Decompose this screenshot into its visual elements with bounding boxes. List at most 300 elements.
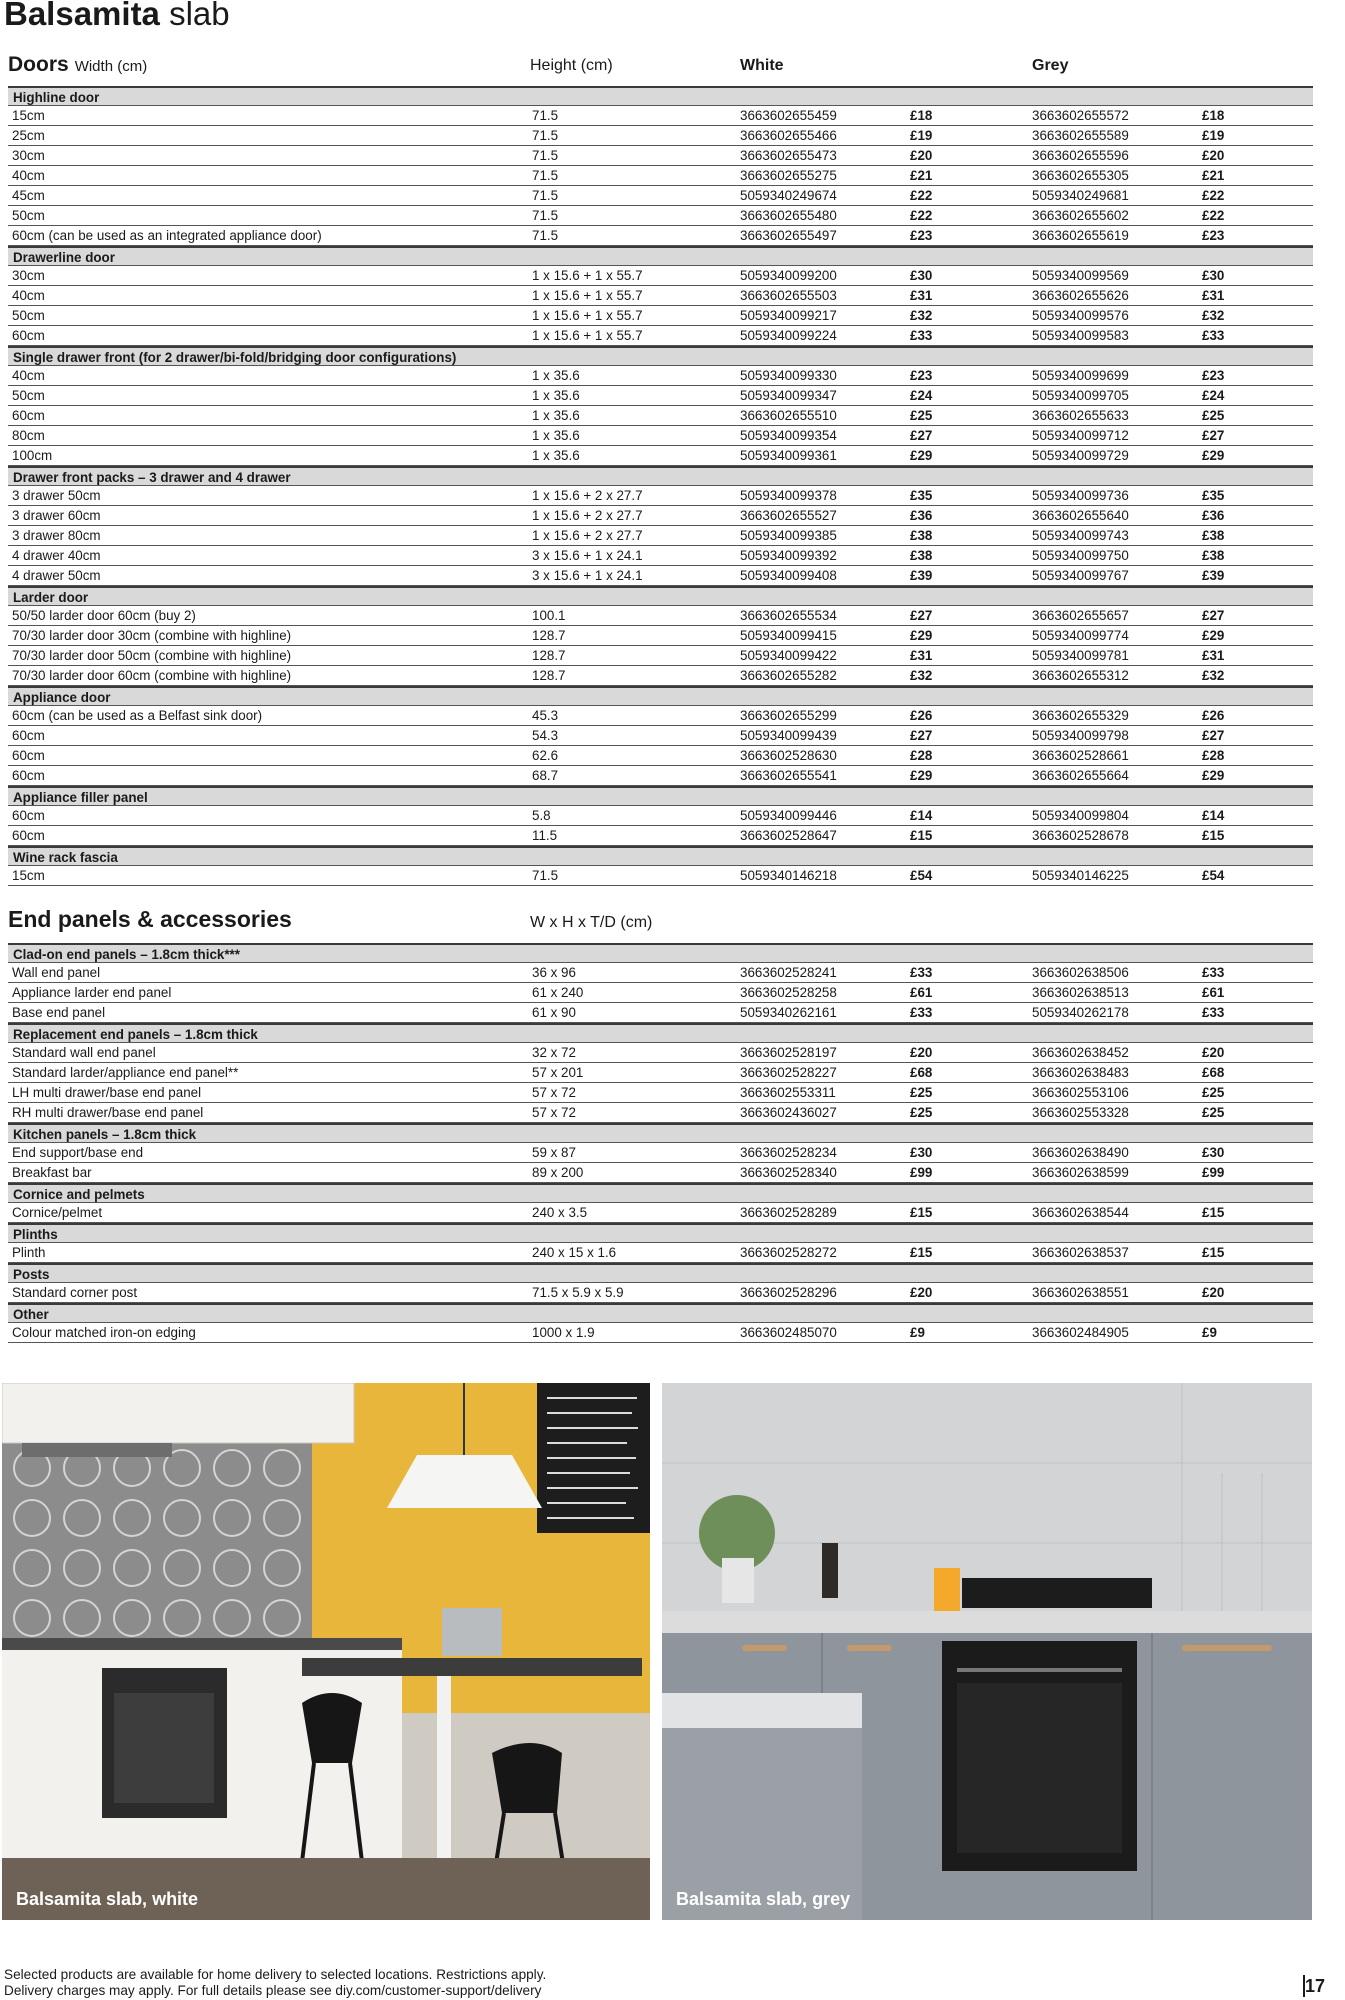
product-dimensions: 240 x 3.5 bbox=[532, 1205, 588, 1220]
white-product-code: 5059340262161 bbox=[740, 1005, 837, 1020]
white-product-code: 5059340146218 bbox=[740, 868, 837, 883]
dims-column-label: W x H x T/D (cm) bbox=[530, 914, 653, 931]
white-product-code: 5059340099408 bbox=[740, 568, 837, 583]
table-row bbox=[8, 386, 1313, 406]
product-dimensions: 71.5 x 5.9 x 5.9 bbox=[532, 1285, 624, 1300]
white-product-code: 3663602528258 bbox=[740, 985, 837, 1000]
grey-price: £31 bbox=[1202, 648, 1225, 663]
grey-price: £33 bbox=[1202, 965, 1225, 980]
product-name: 60cm bbox=[12, 808, 45, 823]
grey-product-code: 3663602553328 bbox=[1032, 1105, 1129, 1120]
product-name: 30cm bbox=[12, 148, 45, 163]
white-product-code: 3663602528289 bbox=[740, 1205, 837, 1220]
table-row bbox=[8, 326, 1313, 346]
grey-product-code: 3663602528661 bbox=[1032, 748, 1129, 763]
grey-price: £14 bbox=[1202, 808, 1225, 823]
product-dimensions: 68.7 bbox=[532, 768, 559, 783]
product-dimensions: 5.8 bbox=[532, 808, 551, 823]
grey-product-code: 3663602484905 bbox=[1032, 1325, 1129, 1340]
grey-price: £19 bbox=[1202, 128, 1225, 143]
product-name: 60cm bbox=[12, 828, 45, 843]
section-header bbox=[8, 686, 1313, 706]
grey-price: £27 bbox=[1202, 428, 1225, 443]
white-price: £22 bbox=[910, 188, 933, 203]
product-dimensions: 11.5 bbox=[532, 828, 558, 843]
white-price: £28 bbox=[910, 748, 933, 763]
product-dimensions: 71.5 bbox=[532, 108, 559, 123]
product-dimensions: 71.5 bbox=[532, 188, 559, 203]
table-row bbox=[8, 146, 1313, 166]
kitchen-white-illustration bbox=[2, 1383, 650, 1920]
white-price: £25 bbox=[910, 1085, 933, 1100]
grey-price: £31 bbox=[1202, 288, 1225, 303]
grey-product-code: 3663602638506 bbox=[1032, 965, 1129, 980]
section-title: Drawer front packs – 3 drawer and 4 drawer bbox=[13, 470, 291, 485]
white-price: £54 bbox=[910, 868, 933, 883]
grey-product-code: 5059340099583 bbox=[1032, 328, 1129, 343]
grey-price: £25 bbox=[1202, 408, 1225, 423]
white-price: £39 bbox=[910, 568, 933, 583]
grey-price: £99 bbox=[1202, 1165, 1225, 1180]
white-price: £33 bbox=[910, 1005, 933, 1020]
panels-table bbox=[8, 943, 1313, 1343]
white-product-code: 3663602655282 bbox=[740, 668, 837, 683]
white-price: £23 bbox=[910, 368, 933, 383]
white-price: £15 bbox=[910, 1205, 933, 1220]
product-dimensions: 100.1 bbox=[532, 608, 566, 623]
product-name: Standard larder/appliance end panel** bbox=[12, 1065, 239, 1080]
grey-price: £27 bbox=[1202, 728, 1225, 743]
grey-product-code: 3663602638483 bbox=[1032, 1065, 1129, 1080]
footer-line-1: Selected products are available for home delivery to selected locations. Restrictions apply. bbox=[4, 1967, 547, 1982]
product-dimensions: 1 x 35.6 bbox=[532, 448, 580, 463]
footer-line-2: Delivery charges may apply. For full details please see diy.com/customer-support/delivery bbox=[4, 1983, 542, 1998]
white-product-code: 5059340099439 bbox=[740, 728, 837, 743]
grey-price: £23 bbox=[1202, 368, 1225, 383]
table-row bbox=[8, 366, 1313, 386]
section-header bbox=[8, 466, 1313, 486]
white-price: £15 bbox=[910, 1245, 933, 1260]
grey-worktop bbox=[662, 1611, 1312, 1633]
section-header bbox=[8, 1183, 1313, 1203]
laptop bbox=[442, 1608, 502, 1656]
product-dimensions: 71.5 bbox=[532, 128, 559, 143]
grey-price: £30 bbox=[1202, 268, 1225, 283]
section-header bbox=[8, 1303, 1313, 1323]
table-row bbox=[8, 166, 1313, 186]
section-header bbox=[8, 586, 1313, 606]
grey-product-code: 3663602655329 bbox=[1032, 708, 1129, 723]
white-price: £31 bbox=[910, 288, 933, 303]
product-name: 15cm bbox=[12, 868, 45, 883]
product-dimensions: 54.3 bbox=[532, 728, 559, 743]
table-row bbox=[8, 666, 1313, 686]
product-name: End support/base end bbox=[12, 1145, 144, 1160]
table-row bbox=[8, 1043, 1313, 1063]
product-dimensions: 71.5 bbox=[532, 148, 559, 163]
table-row bbox=[8, 486, 1313, 506]
table-row bbox=[8, 226, 1313, 246]
product-dimensions: 1 x 15.6 + 2 x 27.7 bbox=[532, 488, 643, 503]
product-name: 50cm bbox=[12, 208, 45, 223]
white-product-code: 3663602436027 bbox=[740, 1105, 837, 1120]
product-dimensions: 59 x 87 bbox=[532, 1145, 576, 1160]
product-dimensions: 1 x 15.6 + 2 x 27.7 bbox=[532, 528, 643, 543]
section-title: Clad-on end panels – 1.8cm thick*** bbox=[13, 947, 240, 962]
white-price: £9 bbox=[910, 1325, 925, 1340]
grey-product-code: 3663602638599 bbox=[1032, 1165, 1129, 1180]
white-product-code: 3663602655466 bbox=[740, 128, 837, 143]
product-name: 3 drawer 80cm bbox=[12, 528, 101, 543]
white-price: £22 bbox=[910, 208, 933, 223]
table-row bbox=[8, 546, 1313, 566]
footer-note bbox=[4, 1967, 546, 1999]
grey-product-code: 3663602638551 bbox=[1032, 1285, 1129, 1300]
grey-product-code: 5059340099729 bbox=[1032, 448, 1129, 463]
product-dimensions: 1 x 35.6 bbox=[532, 428, 580, 443]
section-title: Cornice and pelmets bbox=[13, 1187, 145, 1202]
table-row bbox=[8, 446, 1313, 466]
table-row bbox=[8, 266, 1313, 286]
white-product-code: 3663602655510 bbox=[740, 408, 837, 423]
grey-product-code: 3663602655602 bbox=[1032, 208, 1129, 223]
section-header bbox=[8, 1123, 1313, 1143]
product-name: 40cm bbox=[12, 288, 45, 303]
doors-heading-text: Doors bbox=[8, 53, 69, 76]
white-price: £36 bbox=[910, 508, 933, 523]
white-product-code: 3663602655527 bbox=[740, 508, 837, 523]
white-product-code: 3663602528296 bbox=[740, 1285, 837, 1300]
grey-product-code: 3663602655619 bbox=[1032, 228, 1129, 243]
panels-heading: End panels & accessories bbox=[8, 906, 292, 932]
product-name: Breakfast bar bbox=[12, 1165, 92, 1180]
page-number: 17 bbox=[1305, 1976, 1326, 1996]
table-row bbox=[8, 806, 1313, 826]
grey-price: £36 bbox=[1202, 508, 1225, 523]
white-price: £26 bbox=[910, 708, 933, 723]
white-price: £38 bbox=[910, 528, 933, 543]
table-row bbox=[8, 1143, 1313, 1163]
white-price: £23 bbox=[910, 228, 933, 243]
grey-product-code: 5059340099699 bbox=[1032, 368, 1129, 383]
grey-product-code: 5059340146225 bbox=[1032, 868, 1129, 883]
white-product-code: 3663602655480 bbox=[740, 208, 837, 223]
white-price: £30 bbox=[910, 268, 933, 283]
white-product-code: 3663602528241 bbox=[740, 965, 837, 980]
white-product-code: 5059340249674 bbox=[740, 188, 837, 203]
grey-product-code: 3663602655305 bbox=[1032, 168, 1129, 183]
product-dimensions: 1 x 35.6 bbox=[532, 368, 580, 383]
product-name: 60cm bbox=[12, 768, 45, 783]
section-header bbox=[8, 86, 1313, 106]
product-dimensions: 128.7 bbox=[532, 628, 566, 643]
grey-product-code: 3663602638544 bbox=[1032, 1205, 1129, 1220]
grey-product-code: 5059340099569 bbox=[1032, 268, 1129, 283]
white-price: £19 bbox=[910, 128, 933, 143]
white-price: £20 bbox=[910, 148, 933, 163]
grey-product-code: 3663602655596 bbox=[1032, 148, 1129, 163]
white-product-code: 3663602655459 bbox=[740, 108, 837, 123]
table-row bbox=[8, 766, 1313, 786]
white-product-code: 5059340099361 bbox=[740, 448, 837, 463]
white-product-code: 3663602655299 bbox=[740, 708, 837, 723]
white-price: £29 bbox=[910, 448, 933, 463]
grey-product-code: 3663602655633 bbox=[1032, 408, 1129, 423]
white-product-code: 5059340099392 bbox=[740, 548, 837, 563]
section-title: Plinths bbox=[13, 1227, 58, 1242]
grey-product-code: 5059340099576 bbox=[1032, 308, 1129, 323]
section-title: Replacement end panels – 1.8cm thick bbox=[13, 1027, 258, 1042]
grey-price: £24 bbox=[1202, 388, 1225, 403]
grey-price: £25 bbox=[1202, 1105, 1225, 1120]
product-name: 3 drawer 50cm bbox=[12, 488, 101, 503]
section-title: Posts bbox=[13, 1267, 50, 1282]
worktop bbox=[2, 1638, 402, 1650]
title-light: slab bbox=[169, 0, 230, 32]
product-name: 60cm bbox=[12, 748, 45, 763]
grey-price: £61 bbox=[1202, 985, 1225, 1000]
grey-product-code: 5059340099767 bbox=[1032, 568, 1129, 583]
grey-price: £35 bbox=[1202, 488, 1225, 503]
grey-price: £33 bbox=[1202, 328, 1225, 343]
section-header bbox=[8, 846, 1313, 866]
white-product-code: 5059340099224 bbox=[740, 328, 837, 343]
extractor-hood bbox=[22, 1443, 172, 1457]
photo-caption-grey: Balsamita slab, grey bbox=[676, 1889, 851, 1909]
white-price: £35 bbox=[910, 488, 933, 503]
grey-price: £32 bbox=[1202, 668, 1225, 683]
section-title: Larder door bbox=[13, 590, 89, 605]
white-product-code: 5059340099446 bbox=[740, 808, 837, 823]
white-column-label: White bbox=[740, 57, 784, 74]
grey-product-code: 5059340099774 bbox=[1032, 628, 1129, 643]
product-name: 45cm bbox=[12, 188, 45, 203]
section-header bbox=[8, 1223, 1313, 1243]
section-header bbox=[8, 246, 1313, 266]
wall-cabinets bbox=[2, 1383, 354, 1443]
product-name: 60cm (can be used as an integrated appliance door) bbox=[12, 228, 322, 243]
grey-product-code: 5059340099736 bbox=[1032, 488, 1129, 503]
kitchen-photo-grey bbox=[662, 1383, 1312, 1920]
grey-product-code: 3663602655664 bbox=[1032, 768, 1129, 783]
product-dimensions: 32 x 72 bbox=[532, 1045, 576, 1060]
product-name: Colour matched iron-on edging bbox=[12, 1325, 196, 1340]
white-product-code: 3663602528234 bbox=[740, 1145, 837, 1160]
table-row bbox=[8, 726, 1313, 746]
grey-product-code: 3663602553106 bbox=[1032, 1085, 1129, 1100]
product-name: 70/30 larder door 30cm (combine with highline) bbox=[12, 628, 292, 643]
table-row bbox=[8, 206, 1313, 226]
table-row bbox=[8, 626, 1313, 646]
product-dimensions: 128.7 bbox=[532, 668, 566, 683]
grey-price: £15 bbox=[1202, 1245, 1225, 1260]
white-product-code: 3663602528340 bbox=[740, 1165, 837, 1180]
product-name: Base end panel bbox=[12, 1005, 106, 1020]
grey-price: £29 bbox=[1202, 628, 1225, 643]
white-product-code: 5059340099200 bbox=[740, 268, 837, 283]
table-row bbox=[8, 983, 1313, 1003]
grey-price: £25 bbox=[1202, 1085, 1225, 1100]
table-row bbox=[8, 1083, 1313, 1103]
table-row bbox=[8, 306, 1313, 326]
product-dimensions: 71.5 bbox=[532, 208, 559, 223]
grey-product-code: 3663602528678 bbox=[1032, 828, 1129, 843]
white-product-code: 3663602528272 bbox=[740, 1245, 837, 1260]
grey-product-code: 5059340099750 bbox=[1032, 548, 1129, 563]
table-row bbox=[8, 1323, 1313, 1343]
section-header bbox=[8, 1023, 1313, 1043]
white-product-code: 5059340099378 bbox=[740, 488, 837, 503]
product-name: LH multi drawer/base end panel bbox=[12, 1085, 202, 1100]
grey-product-code: 3663602655626 bbox=[1032, 288, 1129, 303]
grey-price: £29 bbox=[1202, 768, 1225, 783]
grey-price: £9 bbox=[1202, 1325, 1217, 1340]
product-name: 3 drawer 60cm bbox=[12, 508, 101, 523]
page-title bbox=[4, 0, 230, 34]
white-price: £32 bbox=[910, 308, 933, 323]
product-name: Standard wall end panel bbox=[12, 1045, 156, 1060]
product-dimensions: 3 x 15.6 + 1 x 24.1 bbox=[532, 548, 643, 563]
white-product-code: 3663602655534 bbox=[740, 608, 837, 623]
white-price: £14 bbox=[910, 808, 933, 823]
product-name: 4 drawer 50cm bbox=[12, 568, 101, 583]
white-product-code: 5059340099330 bbox=[740, 368, 837, 383]
table-row bbox=[8, 706, 1313, 726]
grey-product-code: 3663602655572 bbox=[1032, 108, 1129, 123]
table-row bbox=[8, 1063, 1313, 1083]
product-name: Plinth bbox=[12, 1245, 46, 1260]
grey-price: £27 bbox=[1202, 608, 1225, 623]
table-row bbox=[8, 566, 1313, 586]
grey-product-code: 3663602655640 bbox=[1032, 508, 1129, 523]
grey-price: £22 bbox=[1202, 188, 1225, 203]
section-title: Highline door bbox=[13, 90, 100, 105]
table-row bbox=[8, 963, 1313, 983]
grey-product-code: 5059340099798 bbox=[1032, 728, 1129, 743]
product-dimensions: 240 x 15 x 1.6 bbox=[532, 1245, 617, 1260]
white-price: £25 bbox=[910, 1105, 933, 1120]
table-row bbox=[8, 506, 1313, 526]
product-dimensions: 61 x 90 bbox=[532, 1005, 576, 1020]
white-product-code: 5059340099217 bbox=[740, 308, 837, 323]
product-name: Appliance larder end panel bbox=[12, 985, 172, 1000]
white-price: £33 bbox=[910, 965, 933, 980]
grey-price: £39 bbox=[1202, 568, 1225, 583]
section-title: Wine rack fascia bbox=[13, 850, 118, 865]
product-dimensions: 71.5 bbox=[532, 228, 559, 243]
white-product-code: 3663602485070 bbox=[740, 1325, 837, 1340]
white-price: £29 bbox=[910, 768, 933, 783]
white-product-code: 5059340099415 bbox=[740, 628, 837, 643]
section-header bbox=[8, 1263, 1313, 1283]
product-dimensions: 57 x 72 bbox=[532, 1085, 576, 1100]
product-dimensions: 128.7 bbox=[532, 648, 566, 663]
table-row bbox=[8, 426, 1313, 446]
white-product-code: 3663602528630 bbox=[740, 748, 837, 763]
product-name: 80cm bbox=[12, 428, 45, 443]
product-dimensions: 57 x 72 bbox=[532, 1105, 576, 1120]
grey-product-code: 3663602655312 bbox=[1032, 668, 1129, 683]
kitchen-grey-illustration bbox=[662, 1383, 1312, 1920]
product-dimensions: 71.5 bbox=[532, 168, 559, 183]
table-row bbox=[8, 1003, 1313, 1023]
grey-price: £22 bbox=[1202, 208, 1225, 223]
white-price: £27 bbox=[910, 728, 933, 743]
product-dimensions: 61 x 240 bbox=[532, 985, 584, 1000]
grey-price: £20 bbox=[1202, 1285, 1225, 1300]
product-name: 15cm bbox=[12, 108, 45, 123]
table-row bbox=[8, 826, 1313, 846]
grey-product-code: 5059340099743 bbox=[1032, 528, 1129, 543]
product-dimensions: 3 x 15.6 + 1 x 24.1 bbox=[532, 568, 643, 583]
grey-price: £33 bbox=[1202, 1005, 1225, 1020]
grey-price: £38 bbox=[1202, 528, 1225, 543]
product-name: 25cm bbox=[12, 128, 45, 143]
product-dimensions: 71.5 bbox=[532, 868, 559, 883]
white-product-code: 5059340099347 bbox=[740, 388, 837, 403]
product-dimensions: 57 x 201 bbox=[532, 1065, 584, 1080]
table-row bbox=[8, 186, 1313, 206]
grey-price: £38 bbox=[1202, 548, 1225, 563]
white-price: £27 bbox=[910, 608, 933, 623]
product-dimensions: 1 x 15.6 + 1 x 55.7 bbox=[532, 268, 643, 283]
table-row bbox=[8, 606, 1313, 626]
doors-table bbox=[8, 86, 1313, 886]
grey-price: £15 bbox=[1202, 828, 1225, 843]
section-title: Appliance door bbox=[13, 690, 111, 705]
grey-product-code: 3663602638452 bbox=[1032, 1045, 1129, 1060]
grey-price: £30 bbox=[1202, 1145, 1225, 1160]
white-price: £99 bbox=[910, 1165, 933, 1180]
white-product-code: 3663602655503 bbox=[740, 288, 837, 303]
white-price: £31 bbox=[910, 648, 933, 663]
white-product-code: 3663602528197 bbox=[740, 1045, 837, 1060]
product-dimensions: 1 x 15.6 + 1 x 55.7 bbox=[532, 288, 643, 303]
white-price: £68 bbox=[910, 1065, 933, 1080]
grey-product-code: 3663602638490 bbox=[1032, 1145, 1129, 1160]
product-name: 50cm bbox=[12, 308, 45, 323]
white-price: £30 bbox=[910, 1145, 933, 1160]
white-price: £24 bbox=[910, 388, 933, 403]
white-product-code: 5059340099354 bbox=[740, 428, 837, 443]
grey-price: £26 bbox=[1202, 708, 1225, 723]
product-name: 60cm bbox=[12, 728, 45, 743]
white-price: £33 bbox=[910, 328, 933, 343]
white-product-code: 3663602655275 bbox=[740, 168, 837, 183]
table-row bbox=[8, 526, 1313, 546]
grey-product-code: 3663602655657 bbox=[1032, 608, 1129, 623]
grey-price: £54 bbox=[1202, 868, 1225, 883]
white-price: £21 bbox=[910, 168, 933, 183]
product-dimensions: 45.3 bbox=[532, 708, 559, 723]
table-row bbox=[8, 1243, 1313, 1263]
grey-product-code: 5059340099705 bbox=[1032, 388, 1129, 403]
product-dimensions: 36 x 96 bbox=[532, 965, 576, 980]
section-header bbox=[8, 786, 1313, 806]
width-column-label: Width (cm) bbox=[74, 58, 148, 75]
grey-product-code: 5059340262178 bbox=[1032, 1005, 1129, 1020]
white-price: £32 bbox=[910, 668, 933, 683]
grey-price: £32 bbox=[1202, 308, 1225, 323]
product-name: 60cm bbox=[12, 408, 45, 423]
height-column-label: Height (cm) bbox=[530, 57, 613, 74]
white-product-code: 3663602528227 bbox=[740, 1065, 837, 1080]
table-row bbox=[8, 1163, 1313, 1183]
patterned-tiles bbox=[2, 1438, 312, 1638]
product-dimensions: 1 x 35.6 bbox=[532, 388, 580, 403]
white-price: £18 bbox=[910, 108, 933, 123]
product-dimensions: 1 x 35.6 bbox=[532, 408, 580, 423]
